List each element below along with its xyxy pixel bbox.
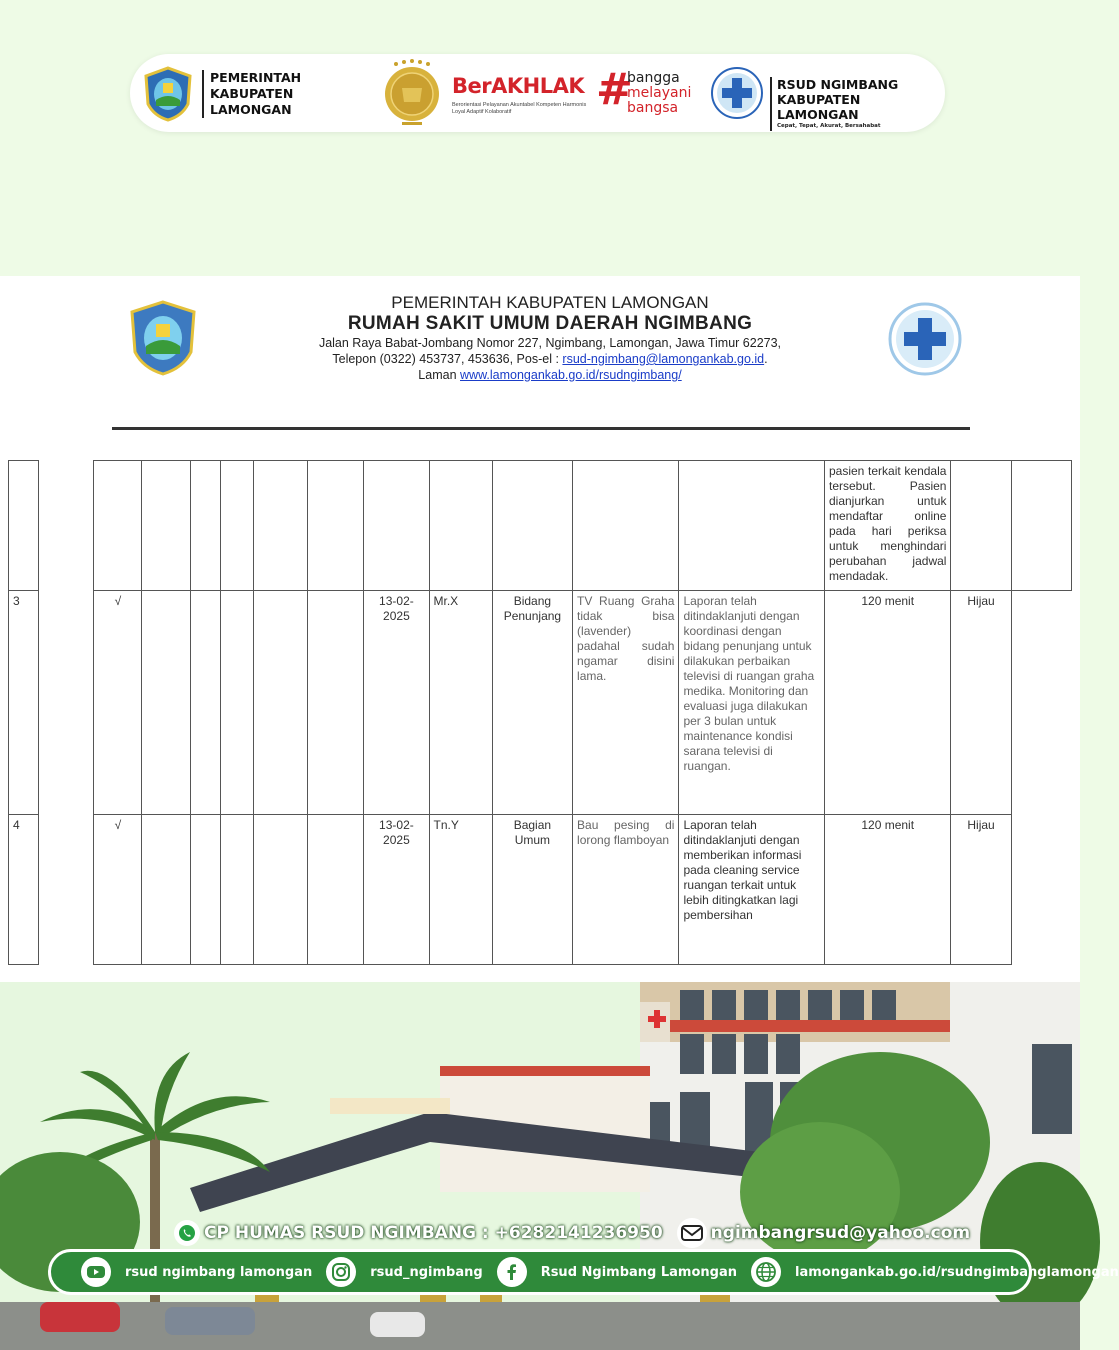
row-number: 3: [9, 591, 39, 815]
rsud-cross-logo-icon: [888, 302, 962, 376]
letterhead-divider: [112, 427, 970, 430]
check-mark: √: [94, 815, 142, 965]
bangga-line3: bangsa: [627, 100, 679, 116]
unit-name: Bagian Umum: [492, 815, 572, 965]
complaint-table: [8, 460, 1072, 965]
reporter-name: Tn.Y: [429, 815, 492, 965]
social-media-bar: [48, 1249, 1119, 1295]
contact-email[interactable]: ngimbangrsud@yahoo.com: [710, 1223, 971, 1243]
award-medal-icon: [380, 58, 444, 128]
contact-line: [174, 1220, 970, 1246]
followup-text: Laporan telah ditindaklanjuti dengan memberikan informasi pada cleaning service ruangan terkait untuk lebih ditingkatkan lagi pembersihan: [679, 815, 825, 965]
globe-icon: [751, 1257, 781, 1287]
check-mark: √: [94, 591, 142, 815]
rsud-line2: KABUPATEN LAMONGAN: [777, 92, 861, 122]
response-duration: 120 menit: [824, 591, 950, 815]
lamongan-emblem-icon: [128, 300, 198, 376]
bangga-line1: bangga: [627, 70, 680, 86]
letterhead-hospital: RUMAH SAKIT UMUM DAERAH NGIMBANG: [347, 313, 753, 334]
complaint-text: Bau pesing di lorong flamboyan: [573, 815, 679, 965]
youtube-icon: [81, 1257, 111, 1287]
hashtag-glyph: #: [596, 64, 633, 115]
report-date: 13-02-2025: [364, 815, 429, 965]
bangga-melayani-bangsa: [627, 71, 691, 116]
followup-continuation: pasien terkait kendala tersebut. Pasien dianjurkan untuk mendaftar online pada hari periksa untuk menghindari perubahan jadwal mendadak.: [824, 461, 950, 591]
pemkab-line2: KABUPATEN LAMONGAN: [210, 86, 294, 117]
document-sheet: [0, 276, 1080, 982]
berakhlak-logo: BerAKHLAK: [452, 74, 585, 98]
youtube-link[interactable]: rsud ngimbang lamongan: [125, 1264, 313, 1280]
reporter-name: Mr.X: [429, 591, 492, 815]
letterhead-web-line: [250, 367, 850, 383]
report-date: 13-02-2025: [364, 591, 429, 815]
lamongan-emblem-icon: [142, 66, 194, 122]
status-label: Hijau: [951, 591, 1011, 815]
followup-text: Laporan telah ditindaklanjuti dengan koordinasi dengan bidang penunjang untuk dilakukan perbaikan televisi di ruangan graha medika. Monitoring dan evaluasi juga dilakukan per 3 bulan untuk maintenance kondisi sarana televisi di ruangan.: [679, 591, 825, 815]
instagram-link[interactable]: rsud_ngimbang: [370, 1264, 483, 1280]
row-number: 4: [9, 815, 39, 965]
whatsapp-icon: [174, 1220, 200, 1246]
mail-icon: [677, 1218, 707, 1248]
rsud-tagline: Cepat, Tepat, Akurat, Bersahabat: [777, 123, 881, 129]
letterhead-phone-line: [250, 351, 850, 367]
rsud-cross-logo-icon: [710, 66, 764, 120]
letterhead-email-link[interactable]: rsud-ngimbang@lamongankab.go.id: [562, 352, 765, 366]
table-row: [9, 461, 1072, 591]
rsud-line1: RSUD NGIMBANG: [777, 77, 899, 92]
facebook-icon: [497, 1257, 527, 1287]
facebook-link[interactable]: Rsud Ngimbang Lamongan: [540, 1264, 737, 1280]
letterhead-web-link[interactable]: www.lamongankab.go.id/rsudngimbang/: [460, 368, 682, 382]
instagram-icon: [326, 1257, 356, 1287]
berakhlak-subtitle: Berorientasi Pelayanan Akuntabel Kompeten Harmonis Loyal Adaptif Kolaboratif: [452, 102, 587, 115]
bangga-line2: melayani: [627, 85, 692, 101]
pemkab-label: [202, 70, 372, 118]
unit-name: Bidang Penunjang: [492, 591, 572, 815]
status-label: Hijau: [951, 815, 1011, 965]
letterhead-address: Jalan Raya Babat-Jombang Nomor 227, Ngimbang, Lamongan, Jawa Timur 62273,: [318, 336, 782, 350]
letterhead-phone: Telepon (0322) 453737, 453636, Pos-el :: [332, 352, 559, 366]
pemkab-line1: PEMERINTAH: [210, 70, 302, 85]
letterhead-web-label: Laman: [418, 368, 457, 382]
rsud-label: [770, 77, 945, 131]
website-link[interactable]: lamongankab.go.id/rsudngimbanglamongan: [795, 1264, 1119, 1280]
letterhead: [250, 293, 850, 383]
complaint-text: TV Ruang Graha tidak bisa (lavender) padahal sudah ngamar disini lama.: [573, 591, 679, 815]
letterhead-email-suffix: .: [764, 352, 768, 366]
letterhead-government: PEMERINTAH KABUPATEN LAMONGAN: [391, 293, 709, 312]
table-row: [9, 591, 1072, 815]
header-banner: [130, 54, 945, 132]
contact-phone[interactable]: CP HUMAS RSUD NGIMBANG : +6282141236950: [204, 1223, 663, 1243]
response-duration: 120 menit: [824, 815, 950, 965]
table-row: [9, 815, 1072, 965]
